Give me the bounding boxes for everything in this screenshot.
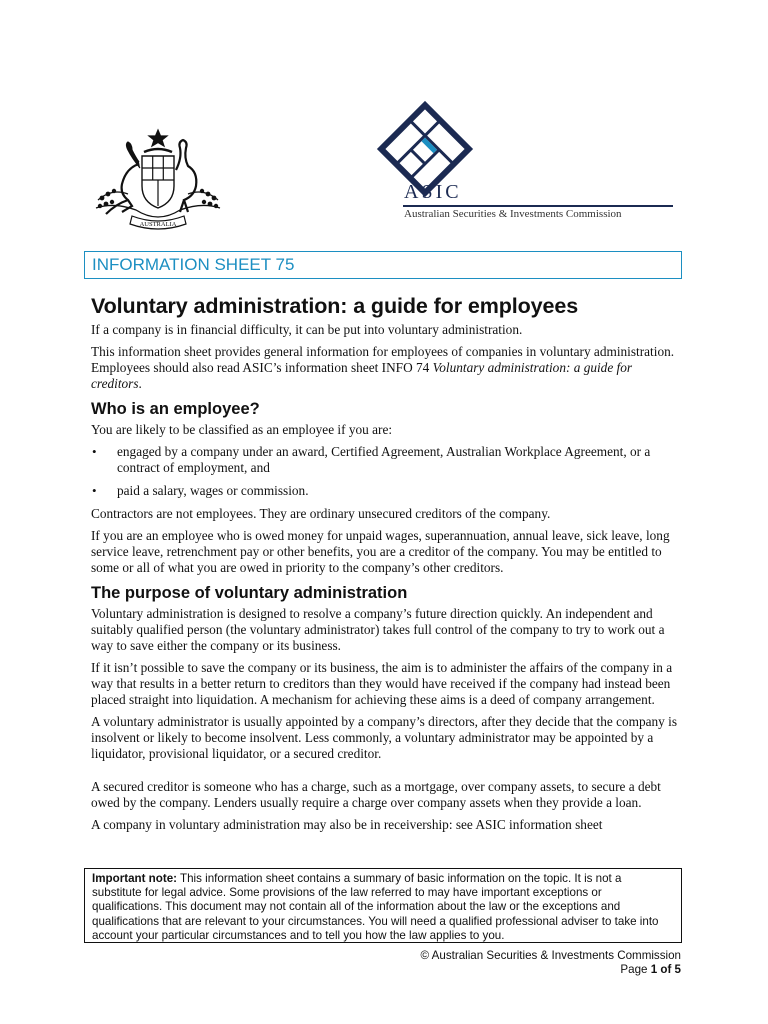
page-prefix: Page xyxy=(620,963,651,976)
section2-paragraph: A voluntary administrator is usually appointed by a company’s directors, after they decide that the company is insolvent or likely to become insolvent. Less commonly, a voluntary administrator may be appointed by a liquidator, provisional liquidator, or a secured creditor. xyxy=(91,714,678,761)
document-body xyxy=(91,294,681,839)
section1-paragraph: Contractors are not employees. They are ordinary unsecured creditors of the company. xyxy=(91,506,551,521)
coat-of-arms-emblem xyxy=(92,128,224,238)
intro-reference-end: . xyxy=(138,376,142,391)
section-heading-purpose: The purpose of voluntary administration xyxy=(91,584,408,602)
important-note-text: This information sheet contains a summary of basic information on the topic. It is not a substitute for legal advice. Some provisions of the law referred to may have important exceptions or qualifications. This document may not contain all of the information about the law or the exceptions and qualifications that are relevant to your circumstances. You will need a qualified professional adviser to take into account your particular circumstances and to tell you how the law applies to you. xyxy=(92,872,659,942)
intro-paragraph-2 xyxy=(91,344,681,392)
asic-logo-wordmark: ASIC xyxy=(404,181,462,203)
info-sheet-banner xyxy=(84,251,682,279)
section1-paragraph: If you are an employee who is owed money for unpaid wages, superannuation, annual leave, sick leave, long service leave, retrenchment pay or other benefits, you are a creditor of the company. You may be entitled to some or all of what you are owed in priority to the company’s other creditors. xyxy=(91,528,670,575)
page-current: 1 xyxy=(650,963,658,976)
intro-paragraph-2-text: This information sheet provides general information for employees of companies in voluntary administration. Employees should also read ASIC’s information sheet INFO 74 xyxy=(91,344,675,375)
page-footer xyxy=(421,949,681,977)
list-item: • paid a salary, wages or commission. xyxy=(111,483,681,499)
coat-of-arms-scroll-text: AUSTRALIA xyxy=(139,221,177,228)
page-number xyxy=(421,963,681,977)
footer-copyright: © Australian Securities & Investments Commission xyxy=(420,949,681,962)
page-total: 5 xyxy=(674,963,681,976)
page-of: of xyxy=(657,963,675,976)
section2-paragraph: Voluntary administration is designed to resolve a company’s future direction quickly. An independent and suitably qualified person (the voluntary administrator) takes full control of the company to try to work out a way to save either the company or its business. xyxy=(91,606,665,653)
important-note-box xyxy=(84,868,682,943)
employee-criteria-list xyxy=(91,444,681,499)
logo-divider xyxy=(403,205,673,207)
important-note-label: Important note: xyxy=(92,872,178,885)
section2-paragraph: If it isn’t possible to save the company or its business, the aim is to administer the affairs of the company in a way that results in a better return to creditors than they would have received if the company had instead been placed straight into liquidation. A mechanism for achieving these aims is a deed of company arrangement. xyxy=(91,660,673,707)
section1-lead: You are likely to be classified as an employee if you are: xyxy=(91,422,393,437)
asic-logo-subtitle: Australian Securities & Investments Commission xyxy=(404,208,622,220)
section2-paragraph: A secured creditor is someone who has a charge, such as a mortgage, over company assets, to secure a debt owed by the company. Lenders usually require a charge over company assets when they provide a loan. xyxy=(91,779,661,810)
section2-paragraph: A company in voluntary administration may also be in receivership: see ASIC information sheet xyxy=(91,817,603,832)
section-heading-who-is-employee: Who is an employee? xyxy=(91,400,260,418)
document-title: Voluntary administration: a guide for employees xyxy=(91,294,579,318)
intro-reference-title: Voluntary administration: a guide for creditors xyxy=(91,360,633,391)
intro-paragraph-1: If a company is in financial difficulty, it can be put into voluntary administration. xyxy=(91,322,523,337)
list-item: • engaged by a company under an award, Certified Agreement, Australian Workplace Agreement, or a contract of employment, and xyxy=(111,444,681,476)
info-sheet-label: INFORMATION SHEET 75 xyxy=(92,255,295,274)
